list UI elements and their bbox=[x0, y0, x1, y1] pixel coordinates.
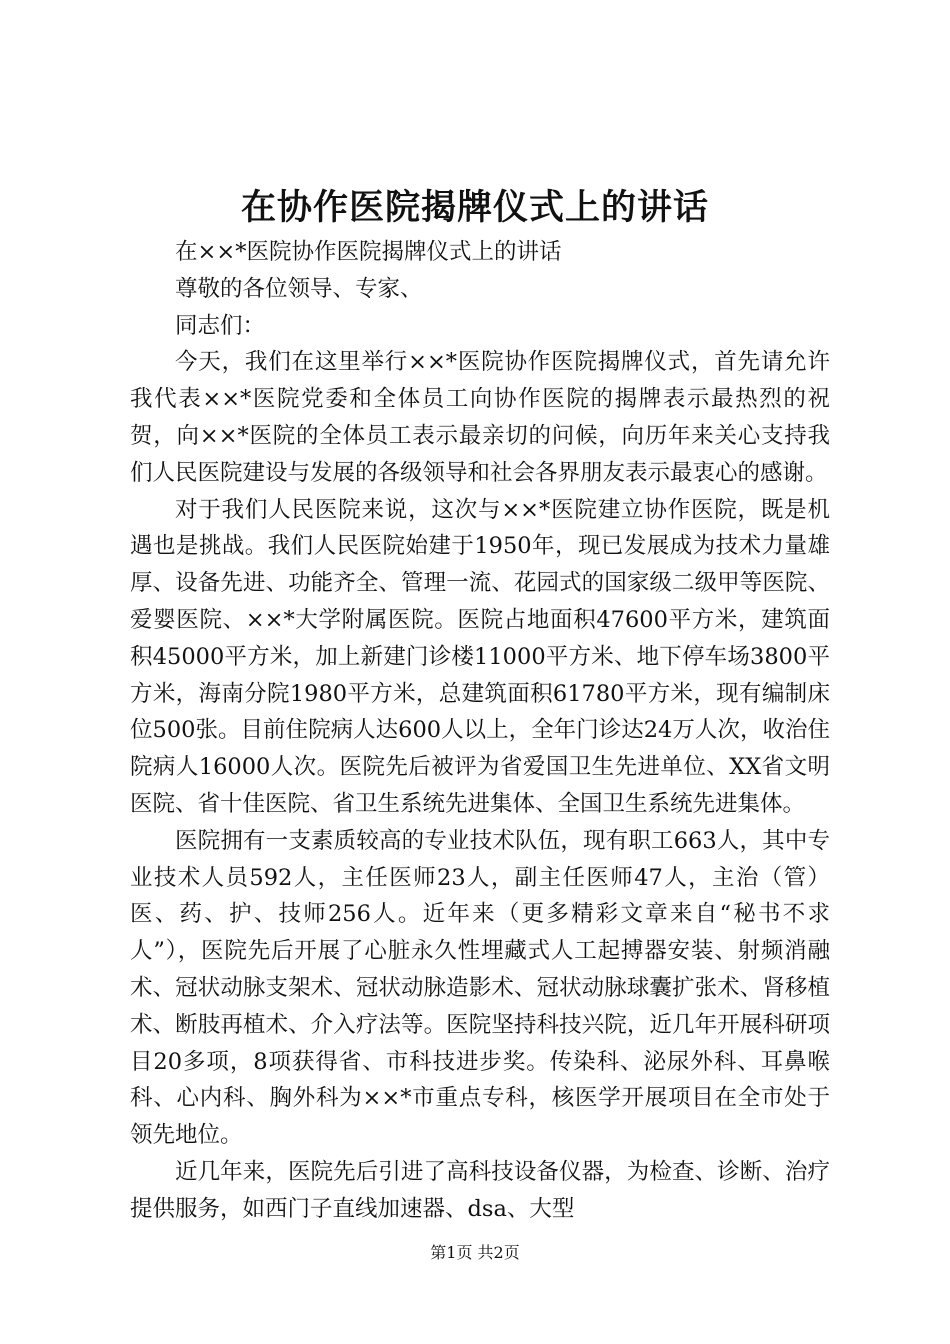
salutation-line: 尊敬的各位领导、专家、 bbox=[175, 275, 423, 302]
document-body bbox=[130, 234, 830, 1228]
speech-heading: 在××*医院协作医院揭牌仪式上的讲话 bbox=[175, 239, 562, 265]
page-footer: 第1页 共2页 bbox=[430, 1243, 520, 1262]
body-paragraph: 对于我们人民医院来说，这次与××*医院建立协作医院，既是机遇也是挑战。我们人民医院始建于1950年，现已发展成为技术力量雄厚、设备先进、功能齐全、管理一流、花园式的国家级二级甲等医院、爱婴医院、××*大学附属医院。医院占地面积47600平方米，建筑面积45000平方米，加上新建门诊楼11000平方米、地下停车场3800平方米，海南分院1980平方米，总建筑面积61780平方米，现有编制床位500张。目前住院病人达600人以上，全年门诊达24万人次，收治住院病人16000人次。医院先后被评为省爱国卫生先进单位、XX省文明医院、省十佳医院、省卫生系统先进集体、全国卫生系统先进集体。 bbox=[130, 496, 830, 817]
salutation-line: 同志们： bbox=[175, 312, 266, 339]
body-paragraph: 今天，我们在这里举行××*医院协作医院揭牌仪式，首先请允许我代表××*医院党委和全体员工向协作医院的揭牌表示最热烈的祝贺，向××*医院的全体员工表示最亲切的问候，向历年来关心支持我们人民医院建设与发展的各级领导和社会各界朋友表示最衷心的感谢。 bbox=[130, 349, 830, 486]
body-paragraph: 医院拥有一支素质较高的专业技术队伍，现有职工663人，其中专业技术人员592人，主任医师23人，副主任医师47人，主治（管）医、药、护、技师256人。近年来（更多精彩文章来自“秘书不求人”），医院先后开展了心脏永久性埋藏式人工起搏器安装、射频消融术、冠状动脉支架术、冠状动脉造影术、冠状动脉球囊扩张术、肾移植术、断肢再植术、介入疗法等。医院坚持科技兴院，近几年开展科研项目20多项，8项获得省、市科技进步奖。传染科、泌尿外科、耳鼻喉科、心内科、胸外科为××*市重点专科，核医学开展项目在全市处于领先地位。 bbox=[130, 827, 830, 1149]
body-paragraph: 近几年来，医院先后引进了高科技设备仪器，为检查、诊断、治疗提供服务，如西门子直线加速器、dsa、大型 bbox=[130, 1158, 830, 1222]
document-title: 在协作医院揭牌仪式上的讲话 bbox=[240, 188, 709, 228]
